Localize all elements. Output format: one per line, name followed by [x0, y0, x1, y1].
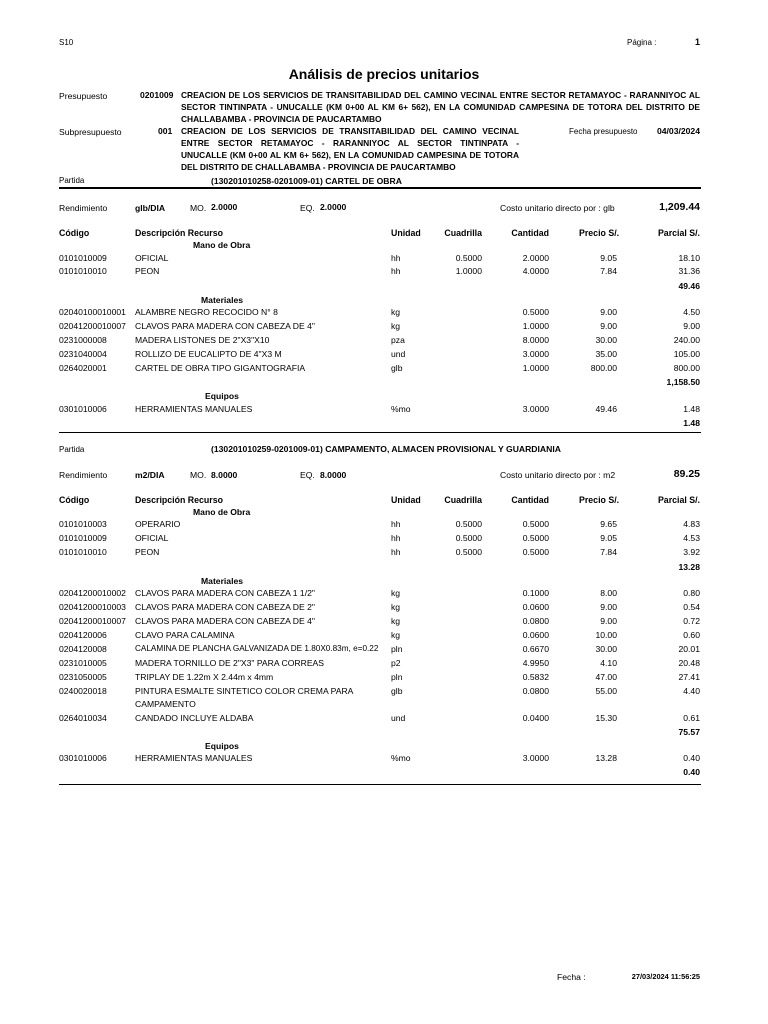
eq-label: EQ. [300, 203, 315, 213]
col-descripcion: Descripción Recurso [135, 495, 223, 505]
partida-title: (130201010258-0201009-01) CARTEL DE OBRA [211, 176, 402, 186]
mo-value: 8.0000 [211, 470, 238, 480]
table-row: 0101010010 PEON hh 0.5000 0.5000 7.84 3.92 [59, 547, 700, 557]
costo-unitario-value: 89.25 [673, 468, 700, 480]
table-row: 0101010009 OFICIAL hh 0.5000 2.0000 9.05 18.10 [59, 253, 700, 263]
table-row: 0231000008 MADERA LISTONES DE 2"X3"X10 pza 8.0000 30.00 240.00 [59, 335, 700, 345]
costo-unitario-label: Costo unitario directo por : glb [500, 203, 615, 213]
presupuesto-code: 0201009 [140, 90, 174, 100]
col-codigo: Código [59, 228, 90, 238]
table-row: 0101010003 OPERARIO hh 0.5000 0.5000 9.65 4.83 [59, 519, 700, 529]
table-row: 0264010034 CANDADO INCLUYE ALDABA und 0.0400 15.30 0.61 [59, 713, 700, 723]
presupuesto-label: Presupuesto [59, 91, 108, 101]
col-precio: Precio S/. [579, 495, 620, 505]
rendimiento-label: Rendimiento [59, 470, 108, 480]
col-cuadrilla: Cuadrilla [444, 228, 482, 238]
table-row: 0264020001 CARTEL DE OBRA TIPO GIGANTOGRAFIA glb 1.0000 800.00 800.00 [59, 363, 700, 373]
table-row: 02041200010007 CLAVOS PARA MADERA CON CABEZA DE 4" kg 1.0000 9.00 9.00 [59, 321, 700, 331]
rendimiento-unit: m2/DIA [135, 470, 165, 480]
partida-title: (130201010259-0201009-01) CAMPAMENTO, ALMACEN PROVISIONAL Y GUARDIANIA [211, 444, 561, 454]
col-parcial: Parcial S/. [657, 228, 700, 238]
mo-label: MO. [190, 203, 207, 213]
col-cantidad: Cantidad [511, 228, 549, 238]
col-unidad: Unidad [391, 228, 421, 238]
category-materiales: Materiales [201, 576, 244, 586]
partida-label: Partida [59, 445, 85, 454]
mo-label: MO. [190, 470, 207, 480]
table-row: 02041200010003 CLAVOS PARA MADERA CON CABEZA DE 2" kg 0.0600 9.00 0.54 [59, 602, 700, 612]
table-header [59, 228, 701, 242]
footer-fecha-label: Fecha : [557, 972, 586, 982]
subpresupuesto-code: 001 [158, 126, 173, 136]
table-row: 0301010006 HERRAMIENTAS MANUALES %mo 3.0000 13.28 0.40 [59, 753, 700, 763]
category-materiales: Materiales [201, 295, 244, 305]
rendimiento-unit: glb/DIA [135, 203, 166, 213]
report-code: S10 [59, 38, 74, 47]
page-label: Página : [627, 38, 657, 47]
section-divider [59, 784, 701, 785]
page-title: Análisis de precios unitarios [288, 66, 480, 82]
mo-value: 2.0000 [211, 202, 238, 212]
table-row: 02041200010007 CLAVOS PARA MADERA CON CABEZA DE 4" kg 0.0800 9.00 0.72 [59, 616, 700, 626]
subtotal-equipos: 0.40 [683, 767, 700, 777]
col-parcial: Parcial S/. [657, 495, 700, 505]
table-row: 0101010009 OFICIAL hh 0.5000 0.5000 9.05 4.53 [59, 533, 700, 543]
col-unidad: Unidad [391, 495, 421, 505]
table-row: 0101010010 PEON hh 1.0000 4.0000 7.84 31.36 [59, 266, 700, 276]
table-row: 0231050005 TRIPLAY DE 1.22m X 2.44m x 4mm pln 0.5832 47.00 27.41 [59, 672, 700, 682]
table-row: 0204120008 CALAMINA DE PLANCHA GALVANIZADA DE 1.80X0.83m, e=0.22 pln 0.6670 30.00 20.01 [59, 644, 700, 654]
section-divider [59, 432, 701, 433]
rendimiento-label: Rendimiento [59, 203, 108, 213]
subtotal-mano-obra: 13.28 [678, 562, 700, 572]
subpresupuesto-label: Subpresupuesto [59, 127, 122, 137]
footer-fecha: 27/03/2024 11:56:25 [631, 972, 700, 981]
col-codigo: Código [59, 495, 90, 505]
table-row: 02040100010001 ALAMBRE NEGRO RECOCIDO N° 8 kg 0.5000 9.00 4.50 [59, 307, 700, 317]
eq-label: EQ. [300, 470, 315, 480]
col-precio: Precio S/. [579, 228, 620, 238]
eq-value: 2.0000 [320, 202, 347, 212]
subtotal-mano-obra: 49.46 [678, 281, 700, 291]
table-row: 0301010006 HERRAMIENTAS MANUALES %mo 3.0000 49.46 1.48 [59, 404, 700, 414]
subtotal-materiales: 75.57 [678, 727, 700, 737]
col-descripcion: Descripción Recurso [135, 228, 223, 238]
category-equipos: Equipos [205, 741, 239, 751]
page-number: 1 [694, 37, 700, 47]
table-row: 02041200010002 CLAVOS PARA MADERA CON CABEZA 1 1/2" kg 0.1000 8.00 0.80 [59, 588, 700, 598]
fecha-presupuesto-label: Fecha presupuesto [569, 127, 638, 136]
fecha-presupuesto: 04/03/2024 [656, 126, 700, 136]
table-row: 0231040004 ROLLIZO DE EUCALIPTO DE 4"X3 M und 3.0000 35.00 105.00 [59, 349, 700, 359]
eq-value: 8.0000 [320, 470, 347, 480]
subtotal-equipos: 1.48 [683, 418, 700, 428]
costo-unitario-value: 1,209.44 [659, 201, 700, 213]
subtotal-materiales: 1,158.50 [666, 377, 700, 387]
category-equipos: Equipos [205, 391, 239, 401]
partida-label: Partida [59, 176, 85, 185]
category-mano-obra: Mano de Obra [193, 507, 251, 517]
costo-unitario-label: Costo unitario directo por : m2 [500, 470, 616, 480]
table-row: 0231010005 MADERA TORNILLO DE 2"X3" PARA CORREAS p2 4.9950 4.10 20.48 [59, 658, 700, 668]
table-row: 0204120006 CLAVO PARA CALAMINA kg 0.0600 10.00 0.60 [59, 630, 700, 640]
partida-divider [59, 187, 701, 189]
col-cuadrilla: Cuadrilla [444, 495, 482, 505]
table-header [59, 495, 701, 509]
subpresupuesto-description: CREACION DE LOS SERVICIOS DE TRANSITABILIDAD DEL CAMINO VECINAL ENTRE SECTOR RETAMAYOC - RARANNIYOC AL SECTOR TINTINPATA - UNUCALLE (KM 0+00 AL KM 6+ 562), EN LA COMUNIDAD CAMPESINA DE TOTORA DEL DISTRITO DE CHALLABAMBA - PROVINCIA DE PAUCARTAMBO [181, 126, 519, 172]
category-mano-obra: Mano de Obra [193, 240, 251, 250]
col-cantidad: Cantidad [511, 495, 549, 505]
presupuesto-description: CREACION DE LOS SERVICIOS DE TRANSITABILIDAD DEL CAMINO VECINAL ENTRE SECTOR RETAMAYOC - RARANNIYOC AL SECTOR TINTINPATA - UNUCALLE (KM 0+00 AL KM 6+ 562), EN LA COMUNIDAD CAMPESINA DE TOTORA DEL DISTRITO DE CHALLABAMBA - PROVINCIA DE PAUCARTAMBO [181, 90, 700, 124]
table-row: 0240020018 PINTURA ESMALTE SINTETICO COLOR CREMA PARA CAMPAMENTO glb 0.0800 55.00 4.40 [59, 686, 700, 709]
